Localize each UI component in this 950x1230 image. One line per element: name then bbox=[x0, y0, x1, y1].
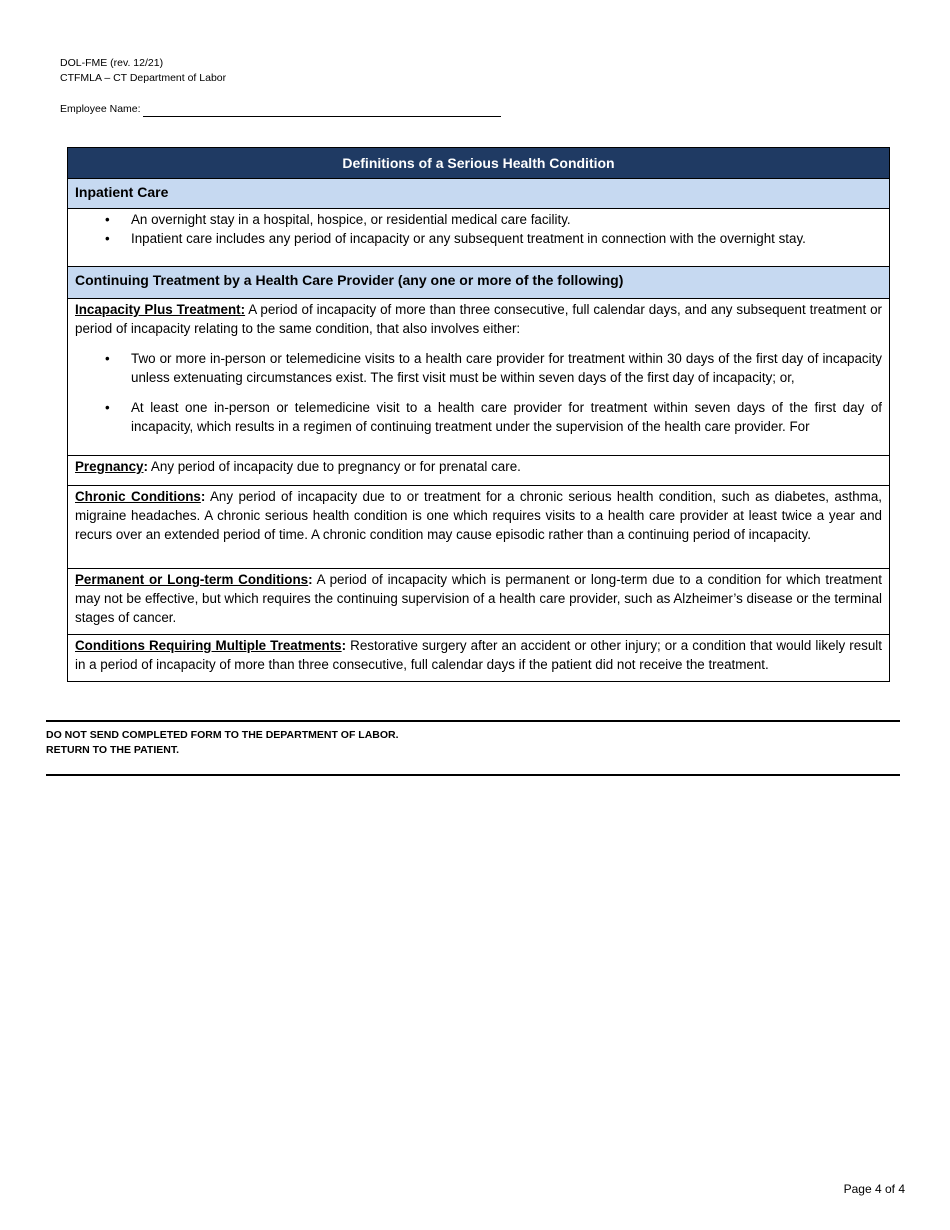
chronic-paragraph: Chronic Conditions: Any period of incapacity due to or treatment for a chronic serious health condition, such as diabetes, asthma, migraine headaches. A chronic serious health condition is one which requires visits to a health care provider at least twice a year and recurs over an extended period of time. A chronic condition may cause episodic rather than a continuing period of incapacity. bbox=[75, 489, 882, 542]
incapacity-paragraph bbox=[75, 299, 882, 338]
permanent-paragraph: Permanent or Long-term Conditions: A period of incapacity which is permanent or long-term due to a condition for which treatment may not be effective, but which requires the continuing supervision of a health care provider, such as Alzheimer’s disease or the terminal stages of cancer. bbox=[75, 572, 882, 625]
multiple-term: Conditions Requiring Multiple Treatments bbox=[75, 638, 342, 653]
multiple-treatments-section bbox=[68, 635, 889, 682]
bullet-icon: • bbox=[105, 231, 110, 246]
warning-line-1: DO NOT SEND COMPLETED FORM TO THE DEPARTMENT OF LABOR. bbox=[46, 729, 399, 741]
list-item bbox=[75, 398, 882, 436]
list-item bbox=[75, 229, 882, 248]
bullet-text: Two or more in-person or telemedicine visits to a health care provider for treatment within 30 days of the first day of incapacity unless extenuating circumstances exist. The first visit must be within seven days of the first day of incapacity; or, bbox=[131, 351, 882, 385]
employee-name-row bbox=[60, 101, 501, 117]
form-id: DOL-FME (rev. 12/21) bbox=[60, 57, 164, 69]
multiple-paragraph: Conditions Requiring Multiple Treatments: Restorative surgery after an accident or other injury; or a condition that would likely result in a period of incapacity of more than three consecutive, full calendar days if the patient did not receive the treatment. bbox=[75, 638, 882, 672]
permanent-term: Permanent or Long-term Conditions bbox=[75, 572, 309, 587]
chronic-term: Chronic Conditions bbox=[75, 489, 201, 504]
warning-line-2: RETURN TO THE PATIENT. bbox=[46, 744, 180, 756]
list-item bbox=[75, 349, 882, 387]
inpatient-care-body bbox=[68, 209, 889, 267]
employee-name-label: Employee Name: bbox=[60, 103, 141, 115]
incapacity-term: Incapacity Plus Treatment: bbox=[75, 302, 246, 317]
pregnancy-paragraph: Pregnancy: Any period of incapacity due to pregnancy or for prenatal care. bbox=[75, 459, 521, 474]
chronic-conditions-section bbox=[68, 486, 889, 569]
inpatient-bullet-list bbox=[75, 209, 882, 248]
divider-bottom bbox=[46, 774, 900, 776]
bullet-text: Inpatient care includes any period of incapacity or any subsequent treatment in connection with the overnight stay. bbox=[131, 231, 806, 246]
incapacity-plus-treatment-section bbox=[68, 299, 889, 456]
bullet-icon: • bbox=[105, 212, 110, 227]
inpatient-care-heading: Inpatient Care bbox=[68, 179, 889, 209]
incapacity-text: A period of incapacity of more than three consecutive, full calendar days, and any subsequent treatment or period of incapacity relating to the same condition, that also involves either: bbox=[75, 302, 882, 336]
definitions-table bbox=[67, 147, 890, 682]
bullet-icon: • bbox=[105, 351, 110, 366]
pregnancy-term: Pregnancy bbox=[75, 459, 144, 474]
form-organization: CTFMLA – CT Department of Labor bbox=[60, 72, 227, 84]
permanent-text: A period of incapacity which is permanent or long-term due to a condition for which treatment may not be effective, but which requires the continuing supervision of a health care provider, such as Alzheimer’s disease or the terminal stages of cancer. bbox=[75, 572, 882, 625]
table-title: Definitions of a Serious Health Condition bbox=[68, 148, 889, 179]
incapacity-bullet-list bbox=[75, 349, 882, 436]
list-item bbox=[75, 210, 882, 229]
page-number: Page 4 of 4 bbox=[843, 1182, 905, 1196]
bullet-icon: • bbox=[105, 400, 110, 415]
employee-name-field[interactable] bbox=[143, 105, 501, 117]
return-warning bbox=[46, 728, 399, 758]
multiple-text: Restorative surgery after an accident or other injury; or a condition that would likely result in a period of incapacity of more than three consecutive, full calendar days if the patient did not receive the treatment. bbox=[75, 638, 882, 672]
continuing-treatment-heading: Continuing Treatment by a Health Care Provider (any one or more of the following) bbox=[68, 267, 889, 299]
pregnancy-text: Any period of incapacity due to pregnancy or for prenatal care. bbox=[147, 459, 521, 474]
pregnancy-section bbox=[68, 456, 889, 486]
divider-top bbox=[46, 720, 900, 722]
permanent-conditions-section bbox=[68, 569, 889, 635]
chronic-text: Any period of incapacity due to or treatment for a chronic serious health condition, such as diabetes, asthma, migraine headaches. A chronic serious health condition is one which requires visits to a health care provider at least twice a year and recurs over an extended period of time. A chronic condition may cause episodic rather than a continuing period of incapacity. bbox=[75, 489, 882, 542]
bullet-text: At least one in-person or telemedicine visit to a health care provider for treatment within seven days of the first day of incapacity, which results in a regimen of continuing treatment under the supervision of the health care provider. For bbox=[131, 400, 882, 434]
bullet-text: An overnight stay in a hospital, hospice, or residential medical care facility. bbox=[131, 212, 571, 227]
